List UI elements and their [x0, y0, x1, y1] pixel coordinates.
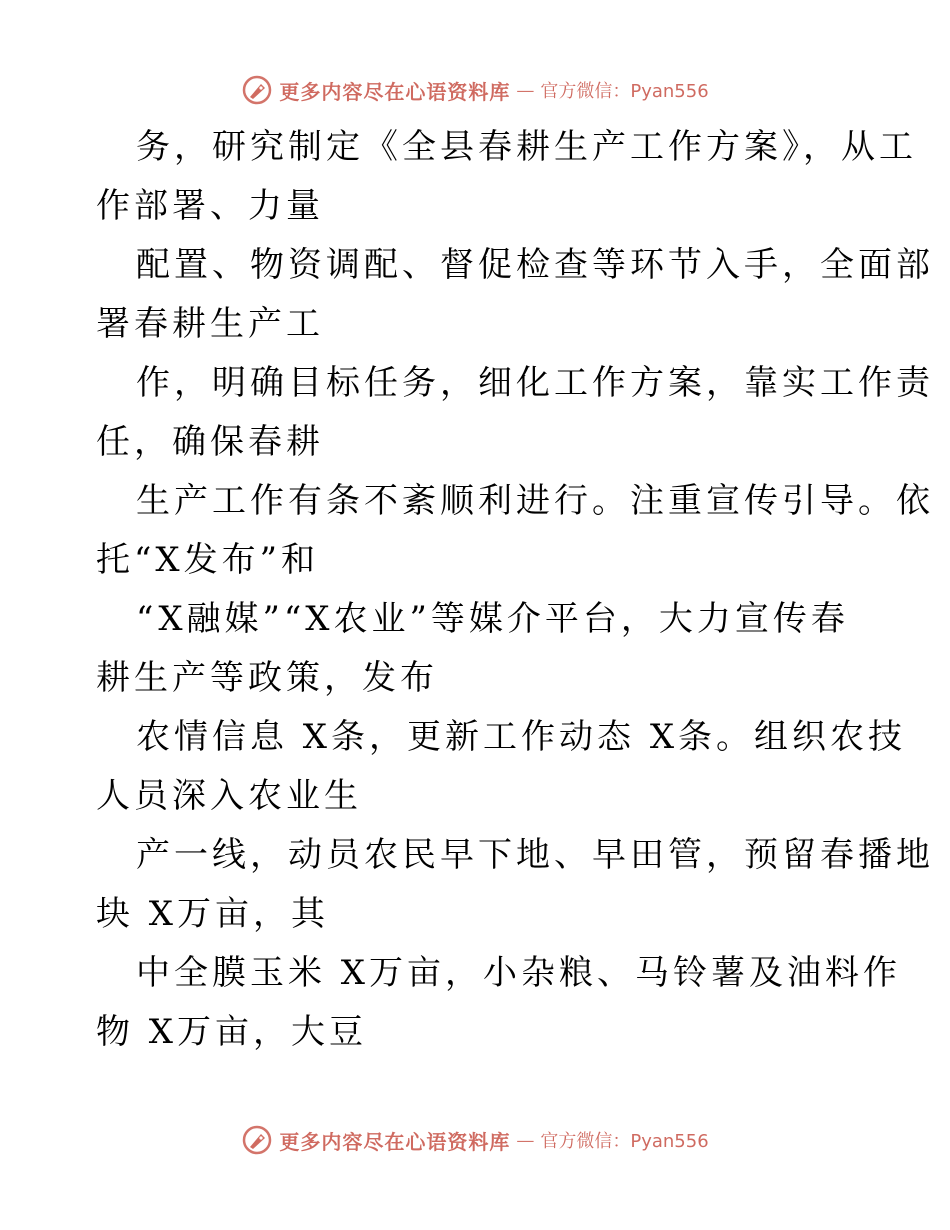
- body-line: 人员深入农业生: [96, 776, 362, 816]
- banner-wechat-text: 官方微信：Pyan556: [540, 81, 709, 102]
- body-line: 署春耕生产工: [96, 304, 324, 344]
- body-line: 生产工作有条不紊顺利进行。注重宣传引导。依: [136, 481, 934, 521]
- pen-nib-logo-icon: [241, 74, 273, 106]
- banner-main-text: 更多内容尽在心语资料库: [279, 1129, 511, 1154]
- body-line: 配置、物资调配、督促检查等环节入手，全面部: [136, 245, 934, 285]
- banner-wechat-text: 官方微信：Pyan556: [540, 1131, 709, 1152]
- body-line: 任，确保春耕: [96, 422, 324, 462]
- body-line: 农情信息 X条，更新工作动态 X条。组织农技: [136, 717, 907, 757]
- footer-banner: [0, 1120, 950, 1160]
- body-line: 作部署、力量: [96, 186, 324, 226]
- body-line: 作，明确目标任务，细化工作方案，靠实工作责: [136, 363, 934, 403]
- body-line: 块 X万亩，其: [96, 894, 330, 934]
- pen-nib-logo-icon: [241, 1124, 273, 1156]
- body-line: 物 X万亩，大豆: [96, 1012, 368, 1052]
- banner-dash: —: [516, 1129, 535, 1151]
- banner-main-text: 更多内容尽在心语资料库: [279, 79, 511, 104]
- body-line: 产一线，动员农民早下地、早田管，预留春播地: [136, 835, 934, 875]
- banner-dash: —: [516, 79, 535, 101]
- header-banner: [0, 70, 950, 110]
- body-line: 托“X发布”和: [96, 540, 319, 580]
- body-line: 务，研究制定《全县春耕生产工作方案》，从工: [136, 127, 917, 167]
- body-line: “X融媒”“X农业”等媒介平台，大力宣传春: [136, 599, 849, 639]
- document-body: [96, 118, 934, 1062]
- body-line: 中全膜玉米 X万亩，小杂粮、马铃薯及油料作: [136, 953, 902, 993]
- body-line: 耕生产等政策，发布: [96, 658, 438, 698]
